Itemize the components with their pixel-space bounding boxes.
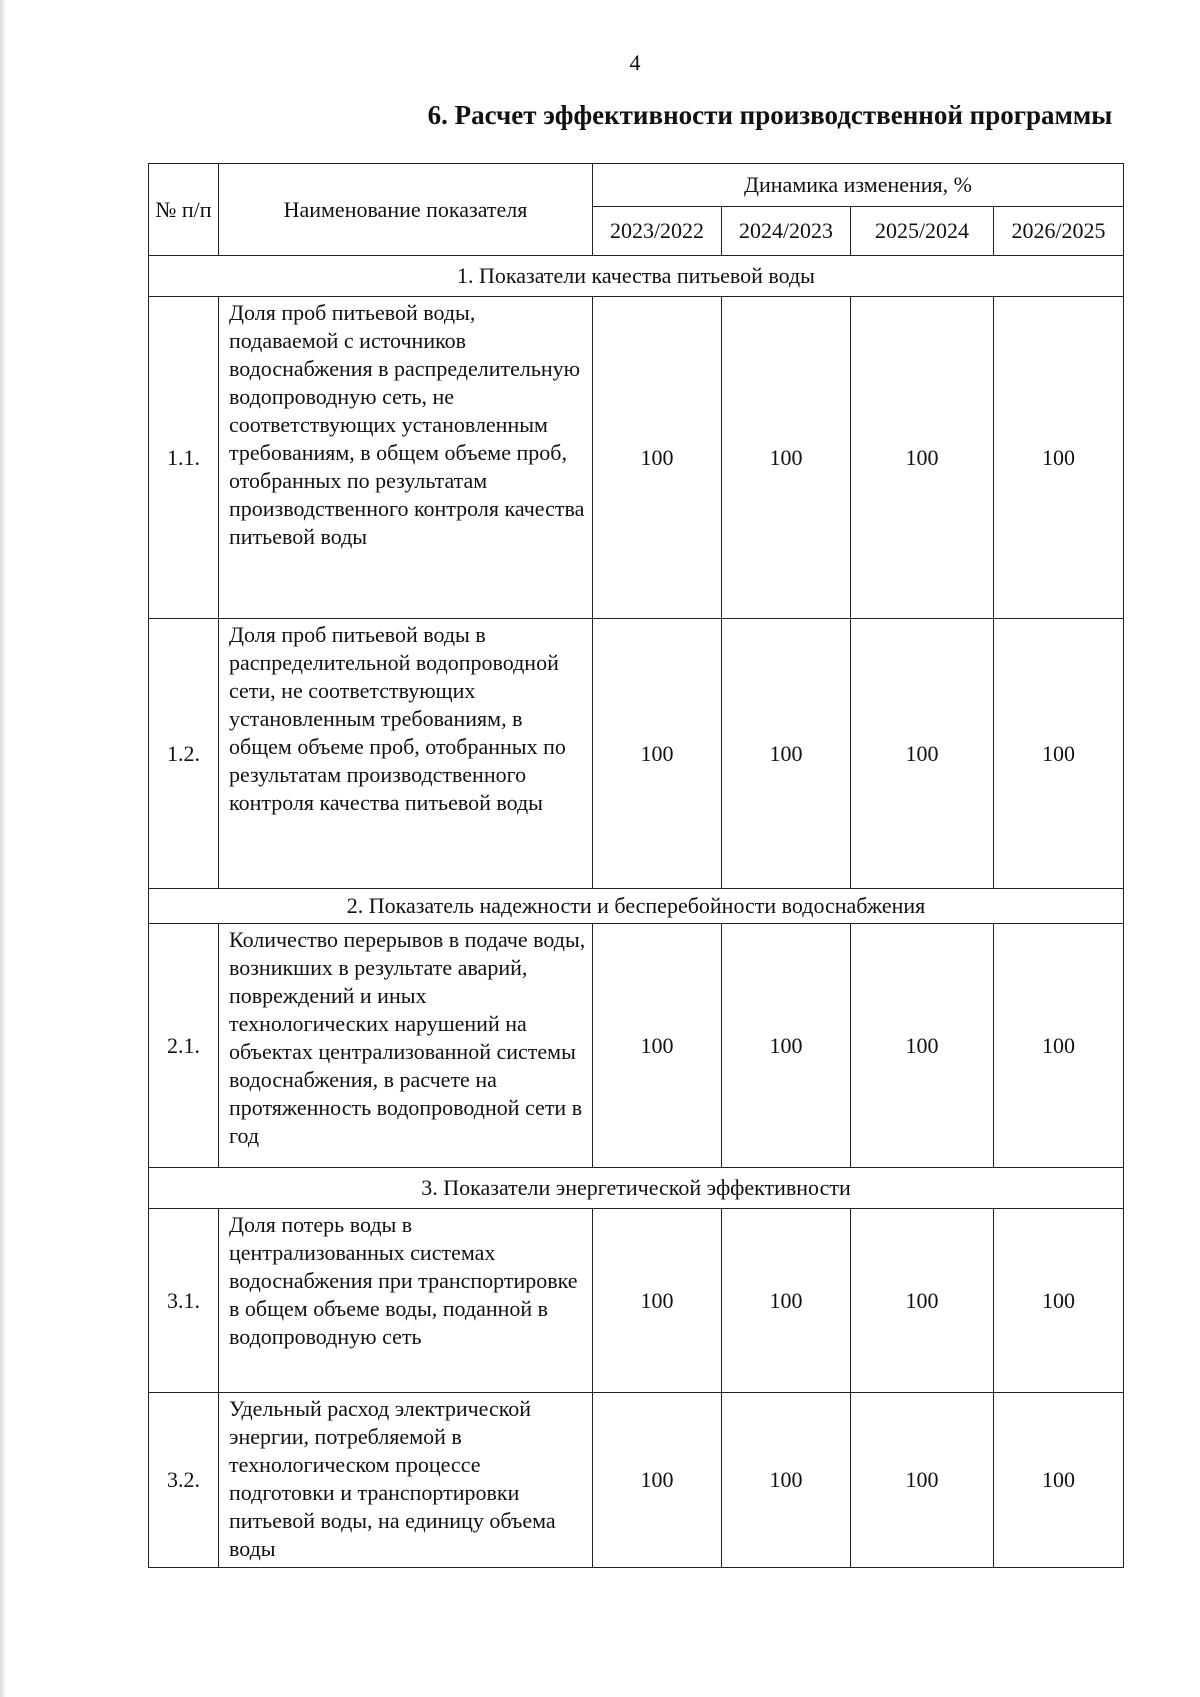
value-cell: 100 (994, 619, 1124, 889)
section-row (149, 256, 1124, 297)
header-year: 2025/2024 (851, 207, 994, 256)
value-cell: 100 (722, 619, 851, 889)
value-cell: 100 (593, 924, 722, 1168)
value-cell: 100 (851, 297, 994, 619)
document-title: 6. Расчет эффективности производственной программы (427, 100, 1113, 130)
value-cell: 100 (851, 1393, 994, 1568)
page-number: 4 (629, 50, 641, 75)
value-cell: 100 (994, 1209, 1124, 1393)
row-number: 2.1. (149, 924, 219, 1168)
header-year: 2023/2022 (593, 207, 722, 256)
section-title: 2. Показатель надежности и бесперебойности водоснабжения (149, 889, 1124, 924)
scan-edge (0, 0, 6, 1697)
header-row-top (149, 164, 1124, 207)
table-row (149, 619, 1124, 889)
row-number: 1.1. (149, 297, 219, 619)
value-cell: 100 (851, 619, 994, 889)
indicator-name: Доля потерь воды в централизованных системах водоснабжения при транспортировке в общем объеме воды, поданной в водопроводную сеть (219, 1209, 593, 1393)
table-row (149, 1393, 1124, 1568)
row-number: 1.2. (149, 619, 219, 889)
value-cell: 100 (722, 1393, 851, 1568)
table-row (149, 1209, 1124, 1393)
header-year: 2026/2025 (994, 207, 1124, 256)
value-cell: 100 (593, 297, 722, 619)
indicator-name: Доля проб питьевой воды в распределительной водопроводной сети, не соответствующих установленным требованиям, в общем объеме проб, отобранных по результатам производственного контроля качества питьевой воды (219, 619, 593, 889)
value-cell: 100 (851, 924, 994, 1168)
indicator-name: Удельный расход электрической энергии, потребляемой в технологическом процессе подготовки и транспортировки питьевой воды, на единицу объема воды (219, 1393, 593, 1568)
section-row (149, 889, 1124, 924)
value-cell: 100 (593, 1393, 722, 1568)
section-title: 3. Показатели энергетической эффективности (149, 1168, 1124, 1209)
row-number: 3.1. (149, 1209, 219, 1393)
section-row (149, 1168, 1124, 1209)
value-cell: 100 (994, 297, 1124, 619)
value-cell: 100 (994, 1393, 1124, 1568)
header-dynamics: Динамика изменения, % (593, 164, 1124, 207)
value-cell: 100 (593, 619, 722, 889)
value-cell: 100 (722, 1209, 851, 1393)
value-cell: 100 (722, 297, 851, 619)
row-number: 3.2. (149, 1393, 219, 1568)
section-title: 1. Показатели качества питьевой воды (149, 256, 1124, 297)
value-cell: 100 (593, 1209, 722, 1393)
indicator-name: Доля проб питьевой воды, подаваемой с источников водоснабжения в распределительную водопроводную сеть, не соответствующих установленным требованиям, в общем объеме проб, отобранных по результатам производственного контроля качества питьевой воды (219, 297, 593, 619)
value-cell: 100 (851, 1209, 994, 1393)
table-row (149, 297, 1124, 619)
table-row (149, 924, 1124, 1168)
indicators-table (148, 163, 1124, 1568)
indicator-name: Количество перерывов в подаче воды, возникших в результате аварий, повреждений и иных технологических нарушений на объектах централизованной системы водоснабжения, в расчете на протяженность водопроводной сети в год (219, 924, 593, 1168)
header-name: Наименование показателя (219, 164, 593, 256)
value-cell: 100 (722, 924, 851, 1168)
value-cell: 100 (994, 924, 1124, 1168)
header-year: 2024/2023 (722, 207, 851, 256)
header-num: № п/п (149, 164, 219, 256)
